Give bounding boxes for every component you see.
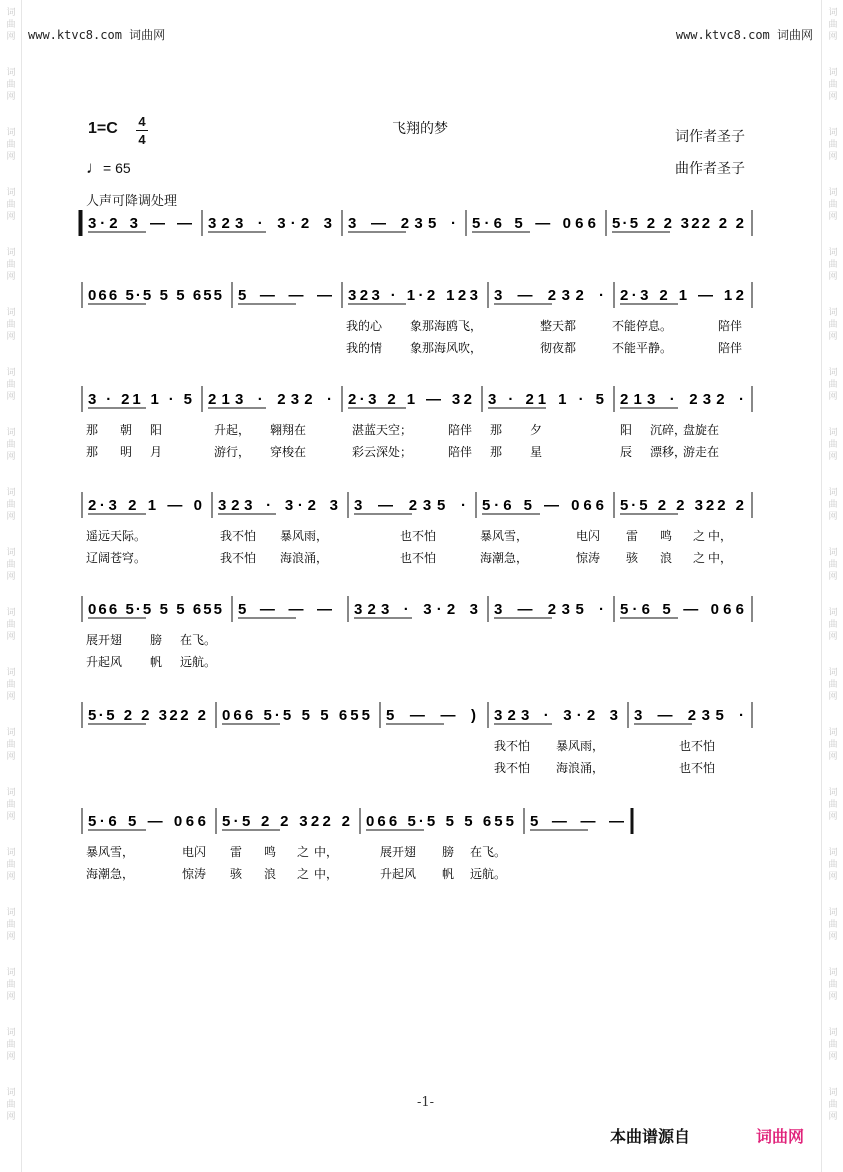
- watermark-char: 网: [6, 752, 16, 762]
- time-signature-top: 4: [138, 114, 146, 129]
- lyric-verse-1: 遥远天际。: [86, 529, 147, 543]
- watermark-char: 网: [6, 1112, 16, 1122]
- watermark-char: 网: [6, 992, 16, 1002]
- watermark-char: 网: [6, 632, 16, 642]
- lyric-verse-1: 在飞。: [180, 633, 217, 647]
- watermark-char: 曲: [6, 320, 16, 330]
- watermark-char: 曲: [6, 860, 16, 870]
- performance-note: 人声可降调处理: [86, 194, 178, 209]
- lyric-verse-1: 暴风雪，: [86, 845, 135, 859]
- watermark-char: 网: [828, 1112, 838, 1122]
- site-url-left[interactable]: www.ktvc8.com 词曲网: [28, 28, 166, 42]
- watermark-char: 曲: [6, 500, 16, 510]
- watermark-char: 词: [828, 68, 838, 78]
- watermark-char: 曲: [6, 680, 16, 690]
- lyric-verse-2: 我不怕: [494, 761, 531, 775]
- watermark-char: 曲: [6, 380, 16, 390]
- watermark-char: 网: [6, 332, 16, 342]
- watermark-char: 词: [828, 968, 838, 978]
- lyric-verse-2: 中，: [314, 867, 339, 881]
- quarter-note-icon: ♩: [86, 158, 103, 177]
- watermark-char: 曲: [6, 920, 16, 930]
- lyric-verse-2: 明: [120, 445, 133, 459]
- lyric-verse-1: 中，: [314, 845, 339, 859]
- measure-notes: 5 — — —: [530, 813, 624, 830]
- lyricist-credit: 词作者圣子: [675, 129, 745, 145]
- watermark-char: 曲: [6, 440, 16, 450]
- lyric-verse-1: 雷: [626, 529, 639, 543]
- watermark-char: 曲: [828, 380, 838, 390]
- watermark-char: 网: [6, 272, 16, 282]
- watermark-char: 词: [6, 8, 16, 18]
- watermark-char: 词: [828, 308, 838, 318]
- watermark-char: 词: [6, 188, 16, 198]
- lyric-verse-2: 星: [530, 445, 543, 459]
- watermark-char: 网: [828, 692, 838, 702]
- lyric-verse-1: 陪伴: [448, 423, 473, 437]
- lyric-verse-2: 升起风: [380, 867, 417, 881]
- watermark-char: 词: [6, 548, 16, 558]
- measure-notes: 5·5 2 2 322 2: [88, 707, 206, 724]
- watermark-char: 网: [828, 572, 838, 582]
- measure-notes: 213 · 232 ·: [620, 391, 744, 408]
- watermark-char: 曲: [828, 320, 838, 330]
- watermark-char: 词: [828, 1028, 838, 1038]
- lyric-verse-1: 电闪: [576, 529, 601, 543]
- lyric-verse-2: 漂移，: [650, 445, 687, 459]
- lyric-verse-2: 浪: [660, 551, 673, 565]
- watermark-char: 网: [828, 332, 838, 342]
- watermark-char: 网: [828, 212, 838, 222]
- watermark-char: 网: [828, 752, 838, 762]
- watermark-char: 网: [828, 812, 838, 822]
- watermark-char: 网: [6, 812, 16, 822]
- watermark-char: 曲: [828, 560, 838, 570]
- watermark-char: 网: [6, 392, 16, 402]
- lyric-verse-1: 在飞。: [470, 845, 507, 859]
- lyric-verse-1: 陪伴: [718, 319, 743, 333]
- watermark-char: 词: [6, 368, 16, 378]
- watermark-char: 曲: [828, 1040, 838, 1050]
- lyric-verse-2: 升起风: [86, 655, 123, 669]
- watermark-char: 词: [6, 788, 16, 798]
- lyric-verse-2: 彻夜都: [540, 341, 577, 355]
- watermark-char: 词: [828, 788, 838, 798]
- watermark-char: 词: [6, 848, 16, 858]
- watermark-char: 词: [6, 668, 16, 678]
- measure-notes: 066 5·5 5 5 655: [88, 601, 222, 618]
- lyric-verse-1: 夕: [530, 423, 543, 437]
- watermark-char: 网: [828, 992, 838, 1002]
- measure-notes: 3 — 232 ·: [494, 287, 604, 304]
- site-url-right[interactable]: www.ktvc8.com 词曲网: [675, 28, 813, 42]
- measure-notes: 5·6 5 — 066: [88, 813, 206, 830]
- lyric-verse-1: 展开翅: [86, 633, 123, 647]
- watermark-char: 曲: [6, 20, 16, 30]
- lyric-verse-2: 月: [150, 445, 163, 459]
- watermark-char: 网: [828, 392, 838, 402]
- watermark-char: 词: [828, 548, 838, 558]
- lyric-verse-1: 电闪: [182, 845, 207, 859]
- watermark-char: 词: [828, 668, 838, 678]
- measure-notes: 5·6 5 — 066: [620, 601, 744, 618]
- watermark-char: 词: [6, 308, 16, 318]
- lyric-verse-2: 象那海风吹，: [410, 341, 483, 355]
- lyric-verse-2: 辽阔苍穹。: [86, 551, 147, 565]
- watermark-char: 网: [828, 152, 838, 162]
- lyric-verse-2: 骇: [230, 867, 243, 881]
- watermark-char: 网: [6, 1052, 16, 1062]
- watermark-char: 网: [6, 512, 16, 522]
- measure-notes: 3 — 235 ·: [354, 497, 466, 514]
- lyric-verse-2: 陪伴: [718, 341, 743, 355]
- watermark-char: 词: [6, 908, 16, 918]
- lyric-verse-1: 不能停息。: [612, 319, 673, 333]
- watermark-char: 网: [6, 572, 16, 582]
- measure-notes: 5·5 2 2 322 2: [620, 497, 744, 514]
- watermark-char: 网: [6, 152, 16, 162]
- lyric-verse-2: 彩云深处；: [352, 445, 413, 459]
- watermark-char: 词: [6, 608, 16, 618]
- watermark-char: 网: [828, 92, 838, 102]
- brand-logo-text[interactable]: 词曲网: [756, 1129, 805, 1146]
- watermark-char: 词: [6, 728, 16, 738]
- watermark-char: 词: [6, 68, 16, 78]
- lyric-verse-2: 那: [86, 445, 99, 459]
- lyric-verse-2: 之: [693, 551, 706, 565]
- lyric-verse-1: 也不怕: [400, 529, 437, 543]
- lyric-verse-2: 我的情: [346, 341, 383, 355]
- measure-notes: 2·3 2 1 — 0: [88, 497, 202, 514]
- lyric-verse-1: 膀: [442, 845, 455, 859]
- watermark-char: 曲: [828, 260, 838, 270]
- watermark-char: 词: [6, 968, 16, 978]
- watermark-char: 网: [828, 32, 838, 42]
- lyric-verse-2: 海浪涌，: [556, 761, 605, 775]
- watermark-char: 词: [6, 488, 16, 498]
- measure-notes: 5·5 2 2 322 2 2: [612, 215, 744, 232]
- watermark-char: 词: [828, 368, 838, 378]
- watermark-char: 网: [6, 452, 16, 462]
- source-label: 本曲谱源自: [610, 1129, 691, 1146]
- lyric-verse-2: 陪伴: [448, 445, 473, 459]
- measure-notes: 3·2 3 — —: [88, 215, 192, 232]
- watermark-char: 词: [828, 188, 838, 198]
- watermark-char: 词: [828, 1088, 838, 1098]
- lyric-verse-1: 升起，: [214, 423, 251, 437]
- time-signature-bottom: 4: [138, 132, 146, 147]
- watermark-char: 曲: [828, 440, 838, 450]
- lyric-verse-2: 那: [490, 445, 503, 459]
- watermark-char: 曲: [6, 1040, 16, 1050]
- lyric-verse-2: 浪: [264, 867, 277, 881]
- lyric-verse-2: 我不怕: [220, 551, 257, 565]
- measure-notes: 323 · 3·2 3: [208, 215, 332, 232]
- lyric-verse-1: 也不怕: [679, 739, 716, 753]
- watermark-char: 曲: [6, 620, 16, 630]
- watermark-char: 词: [828, 848, 838, 858]
- watermark-char: 网: [6, 872, 16, 882]
- watermark-char: 曲: [6, 800, 16, 810]
- watermark-char: 词: [6, 428, 16, 438]
- measure-notes: 5 — — ): [386, 707, 476, 724]
- watermark-char: 词: [828, 908, 838, 918]
- lyric-verse-2: 惊涛: [576, 551, 601, 565]
- watermark-char: 曲: [6, 740, 16, 750]
- measure-notes: 323 · 3·2 3: [218, 497, 338, 514]
- lyric-verse-2: 远航。: [470, 867, 507, 881]
- watermark-char: 网: [828, 452, 838, 462]
- lyric-verse-1: 阳: [620, 423, 633, 437]
- lyric-verse-1: 那: [86, 423, 99, 437]
- watermark-char: 曲: [828, 920, 838, 930]
- watermark-char: 曲: [828, 200, 838, 210]
- lyric-verse-1: 湛蓝天空；: [352, 423, 413, 437]
- watermark-char: 曲: [6, 980, 16, 990]
- song-title: 飞翔的梦: [392, 121, 448, 137]
- lyric-verse-2: 也不怕: [400, 551, 437, 565]
- watermark-char: 曲: [828, 140, 838, 150]
- measure-notes: 323 · 3·2 3: [354, 601, 478, 618]
- lyric-verse-1: 我不怕: [220, 529, 257, 543]
- lyric-verse-2: 帆: [442, 867, 455, 881]
- watermark-char: 曲: [6, 1100, 16, 1110]
- tempo-value: = 65: [103, 160, 131, 176]
- composer-credit: 曲作者圣子: [675, 161, 745, 177]
- measure-notes: 5·6 5 — 066: [482, 497, 604, 514]
- lyric-verse-2: 海浪涌，: [280, 551, 329, 565]
- lyric-verse-2: 不能平静。: [612, 341, 673, 355]
- watermark-char: 网: [6, 692, 16, 702]
- watermark-char: 词: [828, 728, 838, 738]
- lyric-verse-1: 翱翔在: [270, 423, 307, 437]
- key-signature: 1=C: [88, 120, 118, 137]
- watermark-char: 曲: [828, 680, 838, 690]
- watermark-char: 词: [828, 248, 838, 258]
- watermark-char: 曲: [6, 200, 16, 210]
- lyric-verse-2: 帆: [150, 655, 163, 669]
- watermark-char: 词: [828, 428, 838, 438]
- lyric-verse-2: 游行，: [214, 445, 251, 459]
- lyric-verse-1: 鸣: [660, 529, 673, 543]
- lyric-verse-2: 海潮急，: [86, 867, 135, 881]
- measure-notes: 3 — 235 ·: [634, 707, 744, 724]
- watermark-char: 曲: [828, 80, 838, 90]
- watermark-char: 曲: [828, 800, 838, 810]
- lyric-verse-1: 暴风雪，: [480, 529, 529, 543]
- lyric-verse-2: 穿梭在: [270, 445, 307, 459]
- lyric-verse-1: 膀: [150, 633, 163, 647]
- lyric-verse-1: 朝: [120, 423, 133, 437]
- watermark-char: 词: [828, 128, 838, 138]
- watermark-char: 词: [6, 128, 16, 138]
- lyric-verse-2: 海潮急，: [480, 551, 529, 565]
- watermark-char: 网: [828, 272, 838, 282]
- measure-notes: 5·6 5 — 066: [472, 215, 596, 232]
- measure-notes: 5 — — —: [238, 287, 332, 304]
- lyric-verse-2: 之: [297, 867, 310, 881]
- watermark-char: 曲: [6, 560, 16, 570]
- measure-notes: 323 · 1·2 123: [348, 287, 478, 304]
- watermark-char: 曲: [6, 80, 16, 90]
- watermark-char: 词: [6, 1088, 16, 1098]
- watermark-char: 曲: [828, 20, 838, 30]
- watermark-char: 网: [6, 212, 16, 222]
- lyric-verse-2: 辰: [620, 445, 633, 459]
- lyric-verse-1: 那: [490, 423, 503, 437]
- measure-notes: 066 5·5 5 5 655: [222, 707, 370, 724]
- watermark-char: 词: [828, 608, 838, 618]
- watermark-char: 词: [828, 8, 838, 18]
- measure-notes: 3 · 21 1 · 5: [88, 391, 192, 408]
- measure-notes: 5·5 2 2 322 2: [222, 813, 350, 830]
- measure-notes: 5 — — —: [238, 601, 332, 618]
- lyric-verse-1: 沉碎，: [650, 423, 687, 437]
- watermark-char: 网: [828, 872, 838, 882]
- watermark-char: 曲: [828, 860, 838, 870]
- watermark-char: 曲: [828, 500, 838, 510]
- lyric-verse-1: 我不怕: [494, 739, 531, 753]
- lyric-verse-1: 暴风雨，: [556, 739, 605, 753]
- watermark-char: 曲: [6, 260, 16, 270]
- lyric-verse-1: 鸣: [264, 845, 277, 859]
- page-number: -1-: [417, 1095, 435, 1110]
- watermark-char: 曲: [6, 140, 16, 150]
- lyric-verse-2: 远航。: [180, 655, 217, 669]
- lyric-verse-2: 游走在: [683, 445, 720, 459]
- lyric-verse-1: 中，: [708, 529, 733, 543]
- lyric-verse-1: 之: [693, 529, 706, 543]
- lyric-verse-1: 展开翅: [380, 845, 417, 859]
- watermark-char: 曲: [828, 620, 838, 630]
- watermark-char: 网: [6, 32, 16, 42]
- measure-notes: 3 — 235 ·: [348, 215, 456, 232]
- measure-notes: 066 5·5 5 5 655: [366, 813, 514, 830]
- watermark-char: 词: [828, 488, 838, 498]
- watermark-char: 网: [6, 932, 16, 942]
- lyric-verse-2: 中，: [708, 551, 733, 565]
- watermark-char: 曲: [828, 1100, 838, 1110]
- measure-notes: 066 5·5 5 5 655: [88, 287, 222, 304]
- lyric-verse-2: 骇: [626, 551, 639, 565]
- lyric-verse-2: 惊涛: [182, 867, 207, 881]
- watermark-char: 词: [6, 248, 16, 258]
- measure-notes: 2·3 2 1 — 32: [348, 391, 472, 408]
- lyric-verse-1: 我的心: [346, 319, 383, 333]
- watermark-char: 曲: [828, 740, 838, 750]
- lyric-verse-1: 阳: [150, 423, 163, 437]
- watermark-char: 网: [6, 92, 16, 102]
- watermark-char: 曲: [828, 980, 838, 990]
- lyric-verse-1: 暴风雨，: [280, 529, 329, 543]
- lyric-verse-1: 整天都: [540, 319, 577, 333]
- watermark-char: 网: [828, 512, 838, 522]
- lyric-verse-1: 之: [297, 845, 310, 859]
- watermark-char: 词: [6, 1028, 16, 1038]
- watermark-char: 网: [828, 932, 838, 942]
- measure-notes: 2·3 2 1 — 12: [620, 287, 744, 304]
- measure-notes: 3 · 21 1 · 5: [488, 391, 604, 408]
- lyric-verse-1: 雷: [230, 845, 243, 859]
- measure-notes: 3 — 235 ·: [494, 601, 604, 618]
- lyric-verse-2: 也不怕: [679, 761, 716, 775]
- measure-notes: 213 · 232 ·: [208, 391, 332, 408]
- measure-notes: 323 · 3·2 3: [494, 707, 618, 724]
- watermark-char: 网: [828, 1052, 838, 1062]
- watermark-char: 网: [828, 632, 838, 642]
- lyric-verse-1: 象那海鸥飞，: [410, 319, 483, 333]
- lyric-verse-1: 盘旋在: [683, 423, 720, 437]
